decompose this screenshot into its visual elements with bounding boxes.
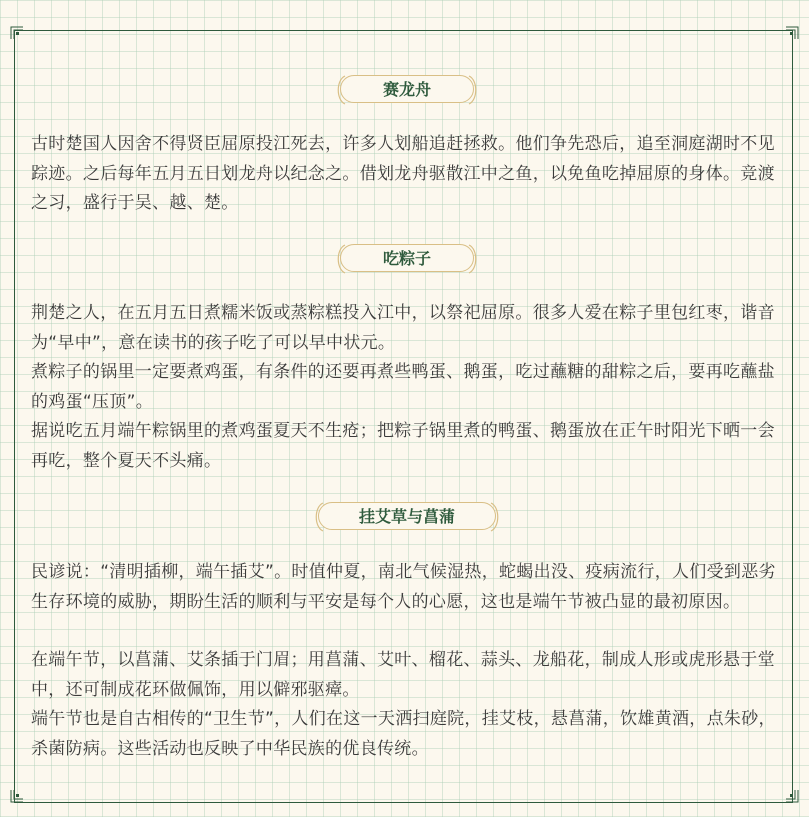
title-pill xyxy=(318,502,496,530)
corner-ornament-top-right xyxy=(785,26,799,40)
corner-ornament-top-left xyxy=(10,26,24,40)
paragraph: 在端午节，以菖蒲、艾条插于门眉；用菖蒲、艾叶、榴花、蒜头、龙船花，制成人形或虎形悬于堂中，还可制成花环做佩饰，用以僻邪驱瘴。 xyxy=(31,650,775,700)
section-title-zongzi xyxy=(0,244,809,274)
corner-ornament-bottom-left xyxy=(10,789,24,803)
section-heading: 挂艾草与菖蒲 xyxy=(358,507,455,526)
paragraph: 端午节也是自古相传的“卫生节”，人们在这一天洒扫庭院，挂艾枝，悬菖蒲，饮雄黄酒，点朱砂，杀菌防病。这些活动也反映了中华民族的优良传统。 xyxy=(31,709,776,759)
section-heading: 赛龙舟 xyxy=(382,80,431,99)
paragraph: 古时楚国人因舍不得贤臣屈原投江死去，许多人划船追赶拯救。他们争先恐后，追至洞庭湖时不见踪迹。之后每年五月五日划龙舟以纪念之。借划龙舟驱散江中之鱼，以免鱼吃掉屈原的身体。竞渡之习，盛行于吴、越、楚。 xyxy=(31,134,775,213)
paragraph: 煮粽子的锅里一定要煮鸡蛋，有条件的还要再煮些鸭蛋、鹅蛋，吃过蘸糖的甜粽之后，要再吃蘸盐的鸡蛋“压顶”。 xyxy=(31,362,775,412)
section-heading: 吃粽子 xyxy=(382,249,431,268)
corner-ornament-bottom-right xyxy=(785,789,799,803)
paragraph: 据说吃五月端午粽锅里的煮鸡蛋夏天不生疮；把粽子锅里煮的鸭蛋、鹅蛋放在正午时阳光下晒一会再吃，整个夏天不头痛。 xyxy=(31,421,775,471)
section-title-dragon-boat xyxy=(0,75,809,105)
title-pill xyxy=(340,75,474,103)
paragraph: 荆楚之人，在五月五日煮糯米饭或蒸粽糕投入江中，以祭祀屈原。很多人爱在粽子里包红枣，谐音为“早中”，意在读书的孩子吃了可以早中状元。 xyxy=(31,303,775,353)
section-title-mugwort-calamus xyxy=(0,502,809,532)
paragraph: 民谚说：“清明插柳，端午插艾”。时值仲夏，南北气候湿热，蛇蝎出没、疫病流行，人们受到恶劣生存环境的威胁，期盼生活的顺利与平安是每个人的心愿，这也是端午节被凸显的最初原因。 xyxy=(31,562,776,612)
title-pill xyxy=(340,244,474,272)
